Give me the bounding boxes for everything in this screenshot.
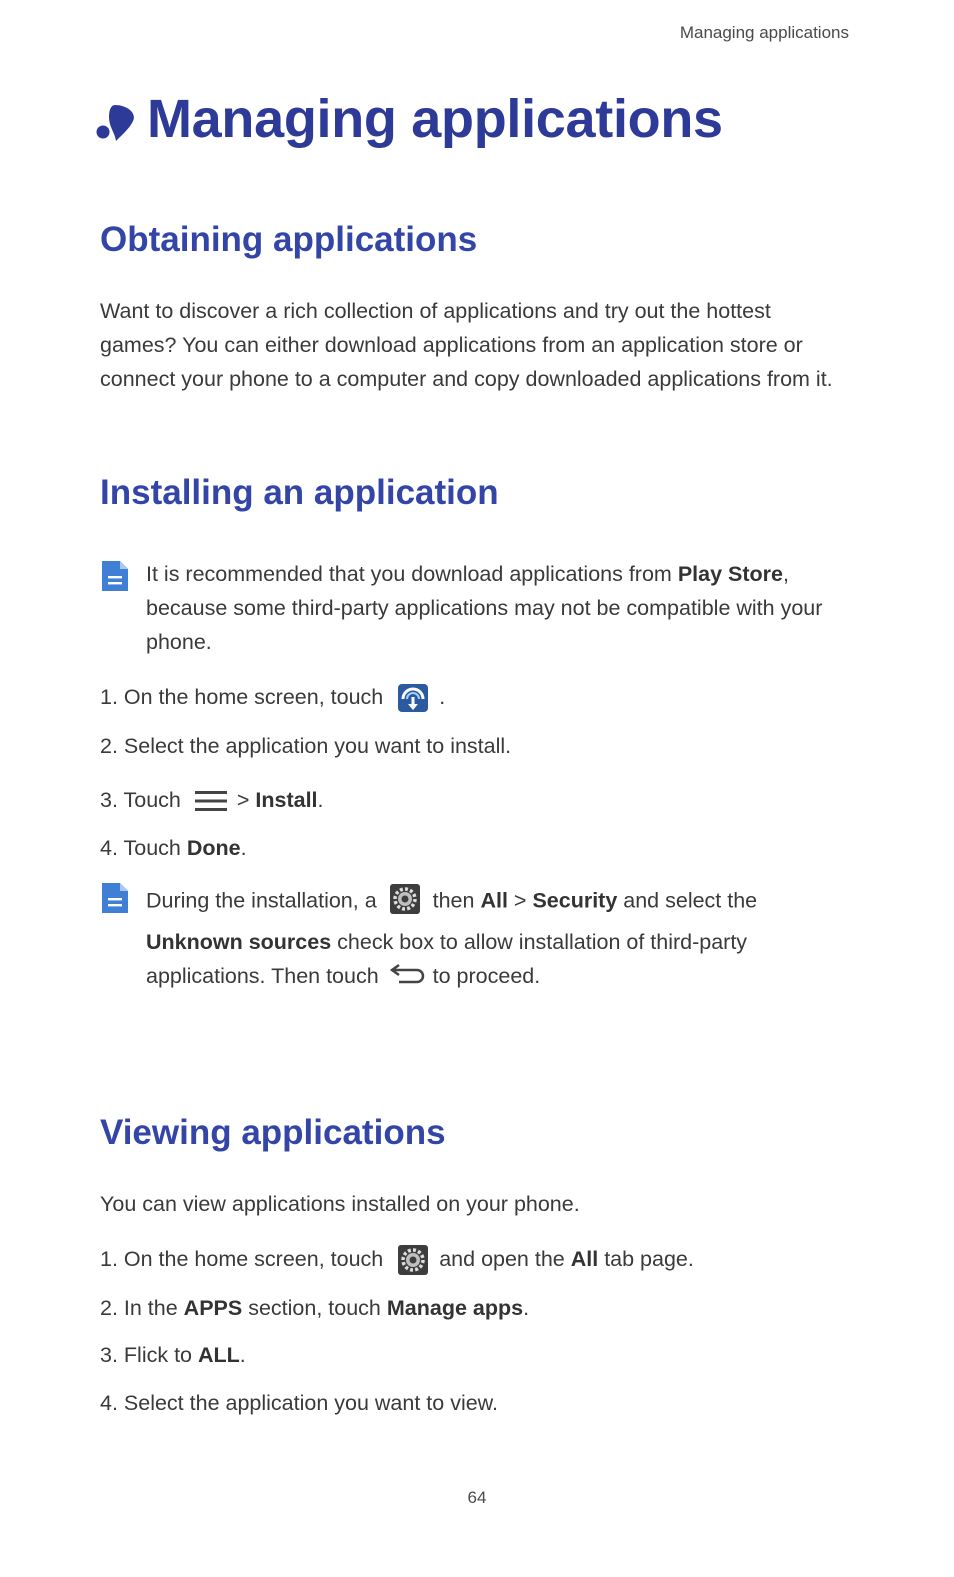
note-icon: [100, 559, 130, 593]
install-step-3: [100, 783, 324, 817]
note-text: [146, 879, 850, 995]
step-text: 4. Select the application you want to view.: [100, 1391, 498, 1415]
play-store-icon: [397, 683, 429, 713]
note-text-part: , because some third-party applications may not be compatible with your phone.: [146, 562, 823, 654]
back-icon: [389, 961, 427, 985]
all-caps-label: ALL: [197, 1343, 240, 1367]
step-text: section, touch: [242, 1296, 387, 1320]
running-header: Managing applications: [679, 23, 849, 42]
install-step-1: [100, 680, 445, 714]
view-step-2: [100, 1291, 529, 1325]
step-text: 1. On the home screen, touch: [100, 685, 390, 709]
step-text: and open the: [439, 1247, 571, 1271]
note-text: [146, 557, 850, 659]
all-label: All: [480, 888, 508, 913]
step-text: .: [523, 1296, 530, 1320]
step-text: 3. Touch: [100, 788, 187, 812]
obtaining-body: Want to discover a rich collection of applications and try out the hottest games? You can either download applications from an application store or connect your phone to a computer and copy downloaded applications from it.: [100, 299, 833, 391]
play-store-label: Play Store: [677, 562, 783, 586]
note-play-store: [100, 557, 850, 659]
note-text-part: >: [507, 888, 533, 913]
step-text: tab page.: [598, 1247, 694, 1271]
page-number: 64: [467, 1488, 487, 1507]
security-label: Security: [532, 888, 618, 913]
step-text: .: [239, 1343, 246, 1367]
step-text: 4. Touch: [100, 836, 187, 860]
chapter-title: [95, 88, 723, 150]
note-install-blocked: [100, 879, 850, 995]
step-text: 2. In the: [100, 1296, 184, 1320]
section-heading-obtaining: Obtaining applications: [100, 220, 478, 259]
note-text-part: then: [426, 888, 481, 913]
section-heading-viewing: Viewing applications: [100, 1113, 446, 1152]
note-text-part: check box to allow installation of third-party applications. Then touch: [146, 930, 748, 988]
note-text-part: During the installation, a: [146, 888, 383, 913]
step-text: 2. Select the application you want to install.: [100, 734, 512, 758]
step-text: .: [240, 836, 247, 860]
view-step-1: [100, 1242, 694, 1276]
settings-icon: [397, 1244, 429, 1276]
note-icon: [100, 881, 130, 915]
manage-apps-label: Manage apps: [386, 1296, 524, 1320]
note-text-part: It is recommended that you download applications from: [146, 562, 678, 586]
chapter-mark-icon: [95, 99, 139, 143]
step-text: .: [317, 788, 324, 812]
step-text: 3. Flick to: [100, 1343, 198, 1367]
step-text: >: [236, 788, 256, 812]
note-text-part: and select the: [617, 888, 758, 913]
step-text: 1. On the home screen, touch: [100, 1247, 390, 1271]
unknown-sources-label: Unknown sources: [146, 930, 332, 954]
all-label: All: [570, 1247, 599, 1271]
note-text-part: to proceed.: [426, 964, 541, 988]
done-label: Done: [186, 836, 241, 860]
install-step-4: [100, 831, 247, 865]
install-label: Install: [255, 788, 318, 812]
section-heading-installing: Installing an application: [100, 473, 499, 512]
page-title: Managing applications: [147, 89, 723, 149]
apps-label: APPS: [183, 1296, 243, 1320]
view-step-3: [100, 1338, 246, 1372]
view-step-4: [100, 1386, 498, 1420]
viewing-body: You can view applications installed on your phone.: [100, 1192, 580, 1216]
install-step-2: [100, 729, 511, 763]
step-text: .: [439, 685, 446, 709]
menu-icon: [193, 788, 229, 814]
settings-icon: [389, 883, 421, 915]
